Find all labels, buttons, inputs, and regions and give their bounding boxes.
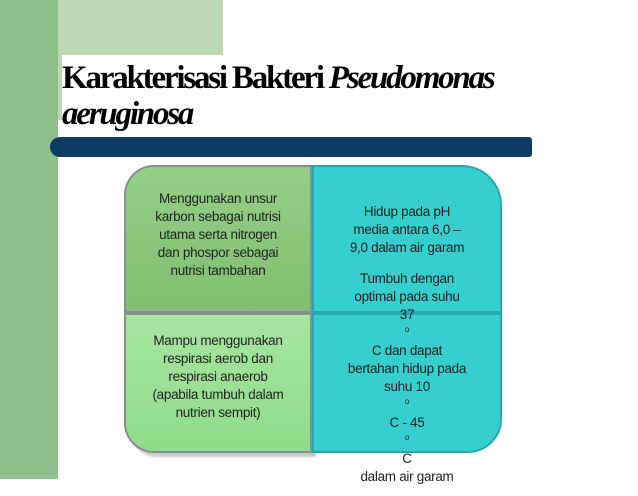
- box-tr-line: 9,0 dalam air garam: [349, 240, 465, 255]
- title-italic-2: aeruginosa: [62, 96, 193, 132]
- box-bl-line: nutrien sempit): [175, 405, 261, 420]
- temp-unit: C: [402, 451, 412, 466]
- box-carbon-nutrition-text: [145, 190, 290, 288]
- box-bl-line: (apabila tumbuh dalam: [152, 387, 284, 402]
- box-tl-line: dan phospor sebagai: [157, 245, 279, 260]
- degree-sup: o: [404, 433, 410, 442]
- box-respiration-text: [144, 332, 291, 434]
- title-main: Karakterisasi Bakteri: [62, 60, 329, 96]
- title-rule: [62, 137, 532, 157]
- box-temperature-text: [338, 270, 476, 496]
- box-br-line: optimal pada suhu: [354, 289, 460, 304]
- box-br-line: dalam air garam: [360, 469, 454, 484]
- box-br-line: [348, 378, 466, 468]
- temp-optimal: 37: [399, 307, 415, 322]
- title-area: [62, 55, 622, 137]
- box-tl-line: nutrisi tambahan: [170, 263, 266, 278]
- box-tl-line: karbon sebagai nutrisi: [155, 209, 281, 224]
- box-bl-line: Mampu menggunakan: [153, 333, 283, 348]
- left-decor-band: [0, 0, 58, 479]
- degree-sup: o: [404, 325, 410, 334]
- box-respiration: [124, 313, 312, 453]
- box-tr-line: media antara 6,0 –: [353, 222, 461, 237]
- box-temperature: [312, 271, 502, 484]
- box-bl-line: respirasi aerob dan: [163, 351, 273, 366]
- slide-title: [62, 55, 622, 132]
- box-carbon-nutrition: [124, 165, 312, 313]
- box-br-line: [348, 306, 466, 360]
- box-tr-line: Hidup pada pH: [363, 204, 451, 219]
- box-ph-range-text: [340, 203, 474, 275]
- temp-min: suhu 10: [384, 379, 430, 394]
- box-tl-line: utama serta nitrogen: [159, 227, 277, 242]
- title-italic-1: Pseudomonas: [328, 60, 494, 96]
- box-tl-line: Menggunakan unsur: [158, 191, 277, 206]
- box-bl-line: respirasi anaerob: [168, 369, 268, 384]
- degree-sup: o: [404, 397, 410, 406]
- box-br-line: Tumbuh dengan: [360, 271, 454, 286]
- box-br-line: bertahan hidup pada: [347, 361, 467, 376]
- temp-max: C - 45: [389, 415, 425, 430]
- temp-text: C dan dapat: [371, 343, 443, 358]
